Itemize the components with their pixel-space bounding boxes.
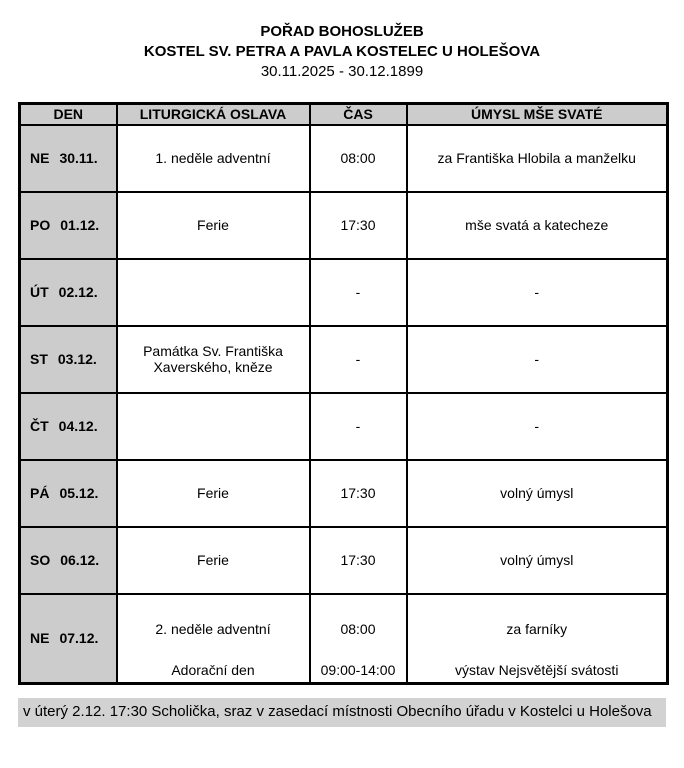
- celebration-primary: 2. neděle adventní: [155, 620, 271, 637]
- day-abbr: ČT: [30, 418, 49, 434]
- time-cell: 17:30: [310, 527, 407, 594]
- mass-schedule-table: [18, 102, 669, 685]
- intention-cell: volný úmysl: [407, 460, 668, 527]
- table-row: [20, 259, 668, 326]
- intention-cell: [407, 594, 668, 684]
- day-cell: [20, 594, 117, 684]
- day-date: 05.12.: [59, 485, 99, 501]
- document-header: [18, 22, 666, 82]
- intention-secondary: výstav Nejsvětější svátosti: [455, 662, 619, 679]
- day-date: 04.12.: [58, 418, 98, 434]
- intention-cell: za Františka Hlobila a manželku: [407, 125, 668, 192]
- table-header-row: [20, 104, 668, 125]
- intention-cell: -: [407, 393, 668, 460]
- column-header-day: DEN: [20, 104, 117, 125]
- church-name-subtitle: KOSTEL SV. PETRA A PAVLA KOSTELEC U HOLEŠOVA: [143, 43, 541, 60]
- time-cell: -: [310, 259, 407, 326]
- table-row: [20, 594, 668, 684]
- column-header-intention: ÚMYSL MŠE SVATÉ: [407, 104, 668, 125]
- celebration-cell: Ferie: [117, 192, 310, 259]
- time-cell: -: [310, 326, 407, 393]
- day-date: 30.11.: [59, 150, 98, 166]
- time-cell: -: [310, 393, 407, 460]
- day-date: 06.12.: [60, 552, 100, 568]
- time-secondary: 09:00-14:00: [320, 662, 396, 679]
- day-abbr: PÁ: [30, 485, 50, 501]
- time-cell: [310, 594, 407, 684]
- intention-primary: za farníky: [506, 620, 568, 637]
- intention-cell: mše svatá a katecheze: [407, 192, 668, 259]
- announcement-note: v úterý 2.12. 17:30 Scholička, sraz v zasedací místnosti Obecního úřadu v Kostelci u Holešova: [18, 698, 666, 727]
- day-date: 07.12.: [59, 630, 99, 647]
- celebration-cell: [117, 259, 310, 326]
- time-primary: 08:00: [340, 620, 376, 637]
- column-header-time: ČAS: [310, 104, 407, 125]
- day-abbr: ST: [30, 351, 48, 367]
- column-header-celebration: LITURGICKÁ OSLAVA: [117, 104, 310, 125]
- celebration-secondary: Adorační den: [171, 662, 255, 679]
- day-abbr: NE: [30, 630, 50, 647]
- time-cell: 08:00: [310, 125, 407, 192]
- day-cell: [20, 125, 117, 192]
- day-abbr: ÚT: [30, 284, 49, 300]
- day-abbr: SO: [30, 552, 51, 568]
- day-date: 01.12.: [60, 217, 100, 233]
- table-row: [20, 192, 668, 259]
- celebration-cell: Ferie: [117, 460, 310, 527]
- day-date: 03.12.: [57, 351, 97, 367]
- day-cell: [20, 527, 117, 594]
- celebration-cell: Památka Sv. Františka Xaverského, kněze: [117, 326, 310, 393]
- day-date: 02.12.: [58, 284, 98, 300]
- day-cell: [20, 393, 117, 460]
- date-range: 30.11.2025 - 30.12.1899: [260, 63, 424, 80]
- celebration-cell: 1. neděle adventní: [117, 125, 310, 192]
- document-title: POŘAD BOHOSLUŽEB: [260, 23, 424, 40]
- day-cell: [20, 460, 117, 527]
- celebration-cell: [117, 393, 310, 460]
- day-cell: [20, 326, 117, 393]
- day-abbr: NE: [30, 150, 50, 166]
- intention-cell: -: [407, 326, 668, 393]
- celebration-cell: [117, 594, 310, 684]
- table-row: [20, 326, 668, 393]
- table-row: [20, 460, 668, 527]
- table-row: [20, 393, 668, 460]
- day-cell: [20, 192, 117, 259]
- celebration-cell: Ferie: [117, 527, 310, 594]
- day-cell: [20, 259, 117, 326]
- table-row: [20, 527, 668, 594]
- time-cell: 17:30: [310, 460, 407, 527]
- day-abbr: PO: [30, 217, 51, 233]
- time-cell: 17:30: [310, 192, 407, 259]
- table-row: [20, 125, 668, 192]
- intention-cell: -: [407, 259, 668, 326]
- intention-cell: volný úmysl: [407, 527, 668, 594]
